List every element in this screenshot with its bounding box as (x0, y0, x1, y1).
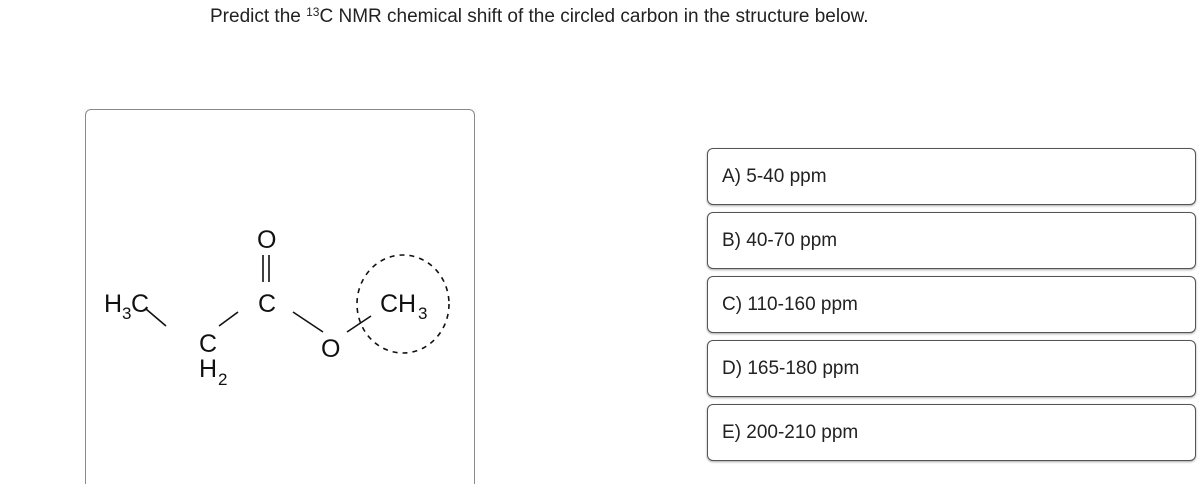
option-d-label: D) 165-180 ppm (722, 358, 860, 379)
atom-h3c-h: H (104, 290, 123, 318)
option-c[interactable] (707, 276, 1196, 333)
atom-carbonyl-c: C (258, 290, 277, 318)
option-c-label: C) 110-160 ppm (722, 294, 858, 315)
option-a-label: A) 5-40 ppm (722, 166, 827, 187)
atom-ch2-sub: 2 (218, 370, 228, 389)
option-b-label: B) 40-70 ppm (722, 230, 838, 251)
atom-h3c-sub: 3 (122, 304, 132, 323)
question-prefix: Predict the (210, 6, 307, 27)
question-suffix: C NMR chemical shift of the circled carbon in the structure below. (319, 6, 869, 27)
atom-ch2-h: H (199, 355, 218, 383)
answer-options (707, 148, 1196, 468)
atom-methyl-sub: 3 (418, 304, 428, 323)
bond-carbonyl-o (293, 312, 323, 332)
question-text (210, 6, 869, 28)
atom-ester-o: O (321, 335, 341, 363)
atom-methyl-ch: CH (380, 290, 417, 318)
option-b[interactable] (707, 212, 1196, 269)
option-e[interactable] (707, 404, 1196, 461)
atom-ch2-c: C (199, 330, 218, 358)
option-d[interactable] (707, 340, 1196, 397)
bond-ch2-carbonyl (219, 312, 238, 326)
methyl-propanoate-structure (86, 110, 476, 484)
structure-panel (85, 109, 475, 484)
atom-h3c-c: C (131, 290, 150, 318)
option-a[interactable] (707, 148, 1196, 205)
option-e-label: E) 200-210 ppm (722, 422, 859, 443)
atom-carbonyl-o: O (257, 226, 277, 254)
isotope-mass: 13 (306, 5, 320, 19)
